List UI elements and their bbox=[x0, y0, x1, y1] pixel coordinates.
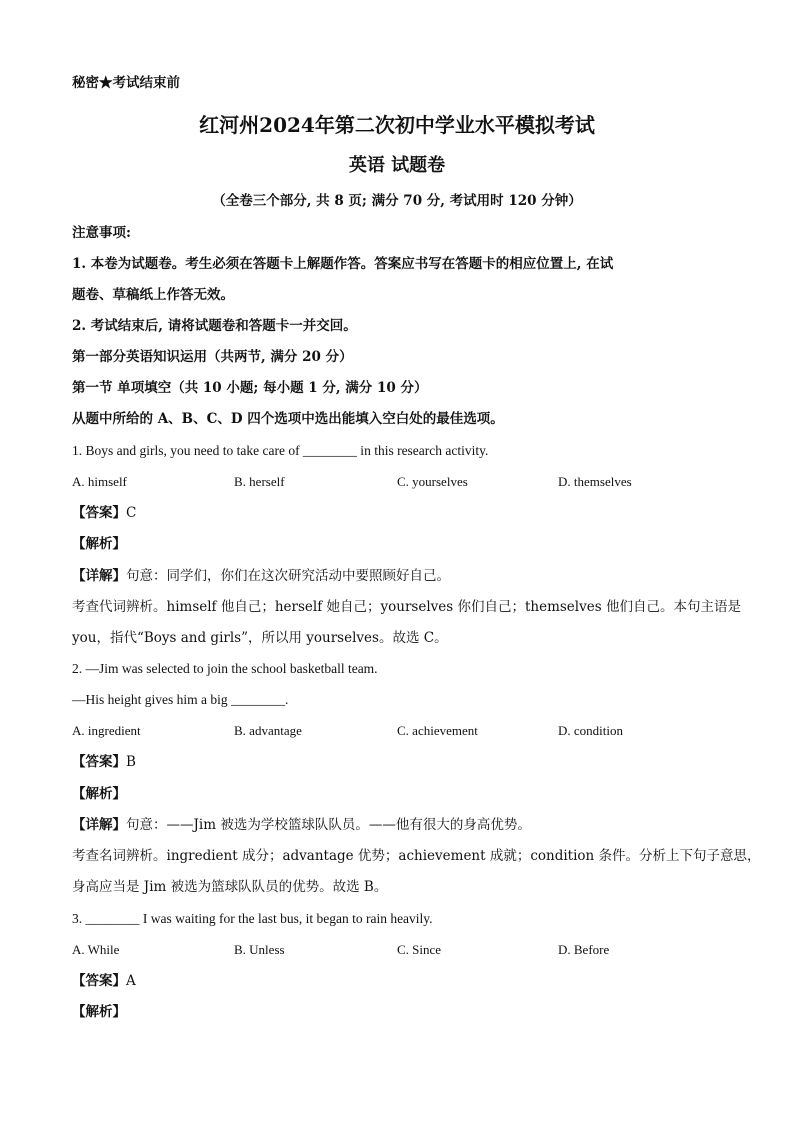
answer-value: C bbox=[126, 505, 137, 521]
answer-tag: 【答案】 bbox=[72, 754, 126, 770]
question-3-options bbox=[72, 941, 732, 959]
detail-text: 句意：——Jim 被选为学校篮球队队员。——他有很大的身高优势。 bbox=[126, 817, 531, 833]
answer-value: A bbox=[126, 973, 136, 989]
question-2-answer bbox=[72, 753, 136, 771]
option-c: C. Since bbox=[397, 942, 442, 957]
option-d: D. themselves bbox=[558, 474, 632, 489]
confidential-label: 秘密★考试结束前 bbox=[72, 75, 180, 91]
detail-tag: 【详解】 bbox=[72, 817, 126, 833]
question-3-analysis-tag: 【解析】 bbox=[72, 1004, 126, 1020]
option-b: B. herself bbox=[234, 474, 285, 489]
detail-text: 句意：同学们，你们在这次研究活动中要照顾好自己。 bbox=[126, 568, 450, 584]
question-1-answer bbox=[72, 504, 136, 522]
question-2-detail bbox=[72, 816, 531, 834]
option-c: C. achievement bbox=[397, 723, 478, 738]
question-2-explain-1: 考查名词辨析。ingredient 成分；advantage 优势；achievement 成就；condition 条件。分析上下句子意思， bbox=[72, 848, 761, 864]
part1-heading: 第一部分英语知识运用（共两节, 满分 20 分） bbox=[72, 349, 353, 365]
exam-info: （全卷三个部分, 共 8 页; 满分 70 分, 考试用时 120 分钟） bbox=[212, 193, 582, 209]
notes-heading: 注意事项: bbox=[72, 225, 131, 241]
option-a: A. himself bbox=[72, 474, 127, 489]
question-3-stem: 3. ________ I was waiting for the last bus, it began to rain heavily. bbox=[72, 911, 433, 926]
section1-instruction: 从题中所给的 A、B、C、D 四个选项中选出能填入空白处的最佳选项。 bbox=[72, 411, 504, 427]
question-2-options bbox=[72, 722, 732, 740]
question-1-stem: 1. Boys and girls, you need to take care of ________ in this research activity. bbox=[72, 443, 489, 458]
question-2-stem-1: 2. —Jim was selected to join the school basketball team. bbox=[72, 661, 378, 676]
question-2-analysis-tag: 【解析】 bbox=[72, 786, 126, 802]
question-2-explain-2: 身高应当是 Jim 被选为篮球队队员的优势。故选 B。 bbox=[72, 879, 388, 895]
exam-title: 红河州2024年第二次初中学业水平模拟考试 bbox=[199, 113, 595, 137]
question-1-explain-1: 考查代词辨析。himself 他自己；herself 她自己；yourselves 你们自己；themselves 他们自己。本句主语是 bbox=[72, 599, 741, 615]
question-3-answer bbox=[72, 972, 136, 990]
option-d: D. condition bbox=[558, 723, 623, 738]
answer-value: B bbox=[126, 754, 136, 770]
answer-tag: 【答案】 bbox=[72, 973, 126, 989]
note-item-1b: 题卷、草稿纸上作答无效。 bbox=[72, 287, 234, 303]
option-b: B. Unless bbox=[234, 942, 285, 957]
option-a: A. ingredient bbox=[72, 723, 141, 738]
question-2-stem-2: —His height gives him a big ________. bbox=[72, 692, 289, 707]
option-c: C. yourselves bbox=[397, 474, 468, 489]
detail-tag: 【详解】 bbox=[72, 568, 126, 584]
answer-tag: 【答案】 bbox=[72, 505, 126, 521]
note-item-1a: 1. 本卷为试题卷。考生必须在答题卡上解题作答。答案应书写在答题卡的相应位置上, 在试 bbox=[72, 256, 614, 272]
question-1-options bbox=[72, 473, 732, 491]
note-item-2: 2. 考试结束后, 请将试题卷和答题卡一并交回。 bbox=[72, 318, 357, 334]
exam-subtitle: 英语 试题卷 bbox=[348, 155, 446, 176]
option-a: A. While bbox=[72, 942, 120, 957]
question-1-detail bbox=[72, 567, 450, 585]
option-b: B. advantage bbox=[234, 723, 302, 738]
option-d: D. Before bbox=[558, 942, 610, 957]
question-1-explain-2: you，指代“Boys and girls”，所以用 yourselves。故选 C。 bbox=[72, 630, 448, 646]
question-1-analysis-tag: 【解析】 bbox=[72, 536, 126, 552]
section1-heading: 第一节 单项填空（共 10 小题; 每小题 1 分, 满分 10 分） bbox=[72, 380, 428, 396]
